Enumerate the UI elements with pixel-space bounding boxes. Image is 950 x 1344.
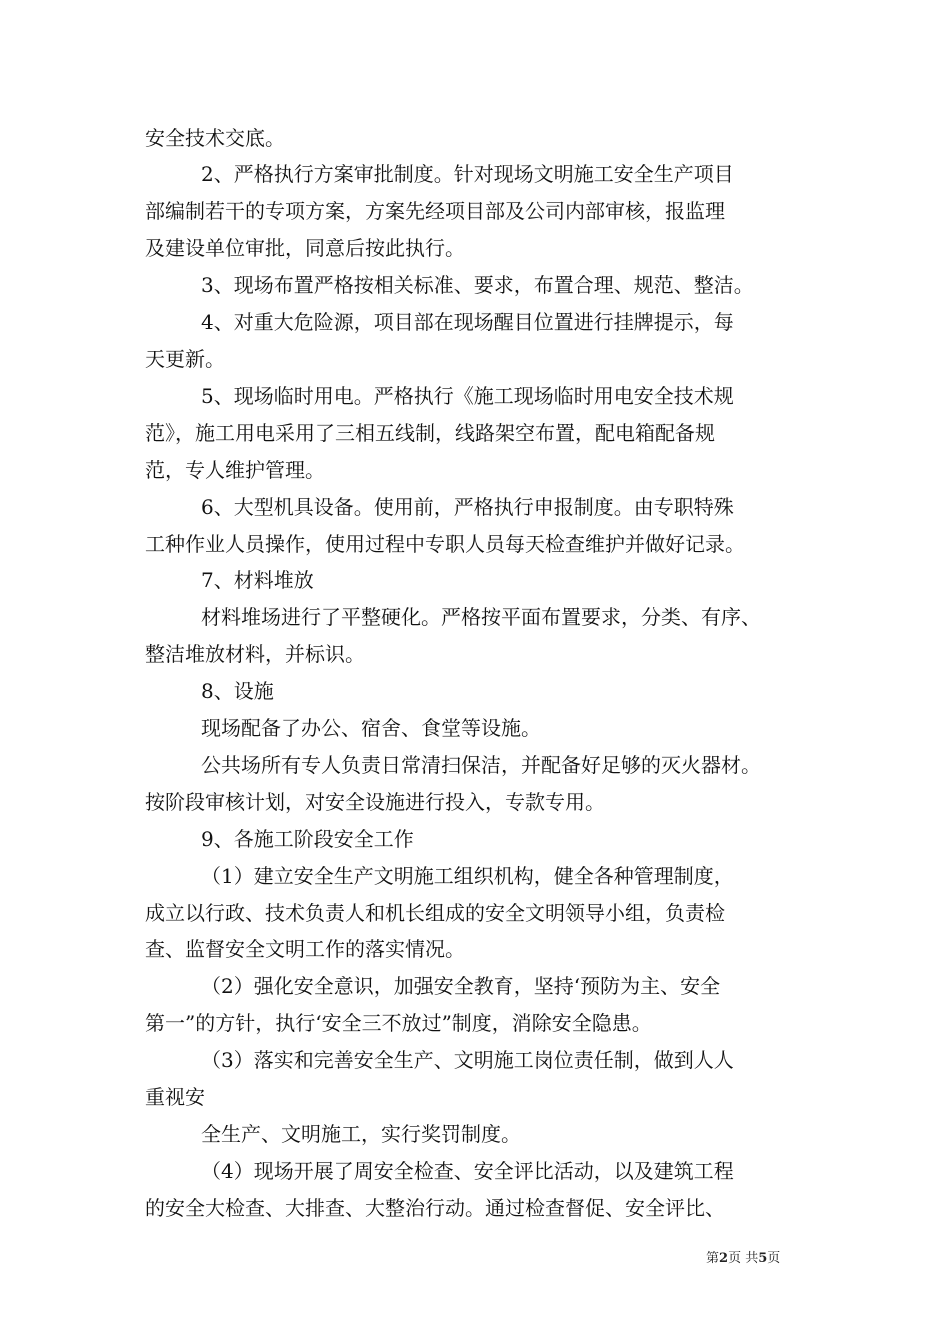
text-line: 9、各施工阶段安全工作 <box>201 827 414 851</box>
current-page-number: 2 <box>719 1251 729 1266</box>
text-line: 范》，施工用电采用了三相五线制，线路架空布置，配电箱配备规 <box>145 421 715 445</box>
page-footer <box>706 1251 780 1267</box>
footer-middle: 页 共 <box>728 1251 759 1266</box>
text-line: 公共场所有专人负责日常清扫保洁，并配备好足够的灭火器材。 <box>201 753 761 777</box>
total-pages-number: 5 <box>758 1251 768 1266</box>
text-line: 现场配备了办公、宿舍、食堂等设施。 <box>201 716 541 740</box>
text-line: 材料堆场进行了平整硬化。严格按平面布置要求，分类、有序、 <box>201 605 761 629</box>
text-line: 5、现场临时用电。严格执行《施工现场临时用电安全技术规 <box>201 384 734 408</box>
text-line: 3、现场布置严格按相关标准、要求，布置合理、规范、整洁。 <box>201 273 754 297</box>
text-line: 的安全大检查、大排查、大整治行动。通过检查督促、安全评比、 <box>145 1196 725 1220</box>
text-line: 整洁堆放材料，并标识。 <box>145 642 365 666</box>
text-line: 天更新。 <box>145 347 225 371</box>
footer-prefix: 第 <box>706 1251 720 1266</box>
text-line: 全生产、文明施工，实行奖罚制度。 <box>201 1122 521 1146</box>
text-line: 安全技术交底。 <box>145 126 285 150</box>
text-line: 2、严格执行方案审批制度。针对现场文明施工安全生产项目 <box>201 162 734 186</box>
text-line: 工种作业人员操作，使用过程中专职人员每天检查维护并做好记录。 <box>145 532 745 556</box>
text-line: 重视安 <box>145 1085 205 1109</box>
text-line: 部编制若干的专项方案，方案先经项目部及公司内部审核，报监理 <box>145 199 725 223</box>
text-line: 8、设施 <box>201 679 274 703</box>
text-line: （3）落实和完善安全生产、文明施工岗位责任制，做到人人 <box>201 1048 734 1072</box>
text-line: 第一”的方针，执行‘安全三不放过”制度，消除安全隐患。 <box>145 1011 652 1035</box>
footer-suffix: 页 <box>767 1251 781 1266</box>
text-line: （2）强化安全意识，加强安全教育，坚持‘预防为主、安全 <box>201 974 721 998</box>
text-line: 7、材料堆放 <box>201 568 314 592</box>
text-line: 6、大型机具设备。使用前，严格执行申报制度。由专职特殊 <box>201 495 734 519</box>
text-line: 按阶段审核计划，对安全设施进行投入，专款专用。 <box>145 790 605 814</box>
text-line: 成立以行政、技术负责人和机长组成的安全文明领导小组，负责检 <box>145 901 725 925</box>
text-line: （1）建立安全生产文明施工组织机构，健全各种管理制度， <box>201 864 734 888</box>
text-line: 4、对重大危险源，项目部在现场醒目位置进行挂牌提示，每 <box>201 310 734 334</box>
text-line: （4）现场开展了周安全检查、安全评比活动，以及建筑工程 <box>201 1159 734 1183</box>
text-line: 范，专人维护管理。 <box>145 458 325 482</box>
text-line: 及建设单位审批，同意后按此执行。 <box>145 236 465 260</box>
text-line: 查、监督安全文明工作的落实情况。 <box>145 937 465 961</box>
